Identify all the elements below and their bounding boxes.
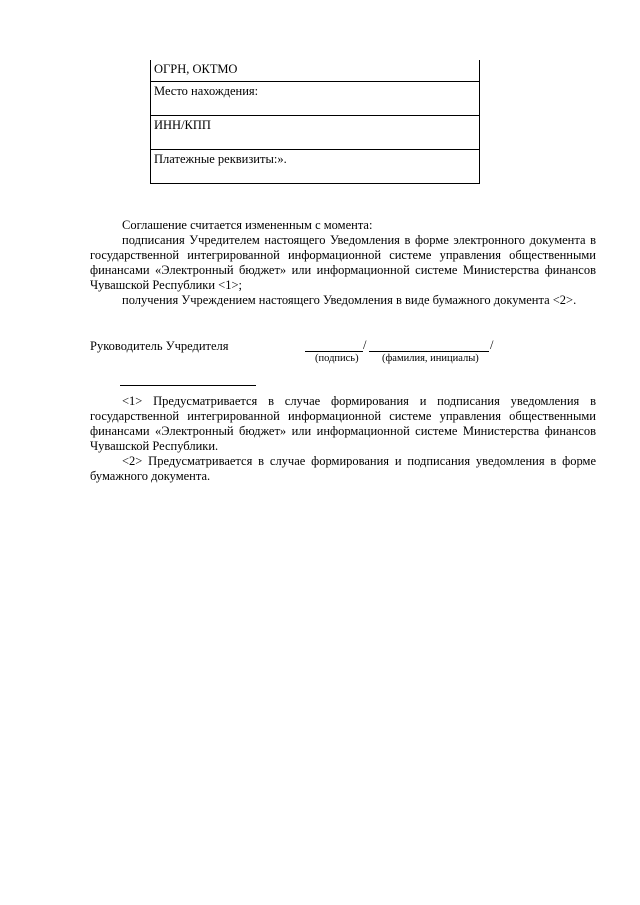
signature-slash: / [363,338,367,352]
table-row [151,116,480,150]
name-slash: / [490,338,494,352]
table-cell-payment-details: Платежные реквизиты:». [151,150,480,184]
signature-line [305,351,363,352]
intro-paragraph: Соглашение считается измененным с момента: [122,218,373,232]
table-row [151,150,480,184]
table-row [151,82,480,116]
footnote-separator [120,385,256,386]
table-cell-location: Место нахождения: [151,82,480,116]
table-cell-inn-kpp: ИНН/КПП [151,116,480,150]
body-text [90,218,596,308]
footnote-2: <2> Предусматривается в случае формирования и подписания уведомления в форме бумажного документа. [90,454,596,483]
footnotes [90,394,596,484]
option-paper-paragraph: получения Учреждением настоящего Уведомления в виде бумажного документа <2>. [122,293,577,307]
signatory-title: Руководитель Учредителя [90,339,229,353]
footnote-1: <1> Предусматривается в случае формирования и подписания уведомления в государственной интегрированной информационной системе управления общественными финансами «Электронный бюджет» или информационной системе Министерства финансов Чувашской Республики. [90,394,596,453]
name-line [369,351,489,352]
option-electronic-paragraph: подписания Учредителем настоящего Уведомления в форме электронного документа в государственной интегрированной информационной системе управления общественными финансами «Электронный бюджет» или информационной системе Министерства финансов Чувашской Республики <1>; [90,233,596,292]
table-cell-ogrn: ОГРН, ОКТМО [151,60,480,82]
signature-block [90,339,596,369]
table-row [151,60,480,82]
requisites-table [150,60,480,184]
name-caption: (фамилия, инициалы) [382,353,479,364]
signature-caption: (подпись) [315,353,359,364]
